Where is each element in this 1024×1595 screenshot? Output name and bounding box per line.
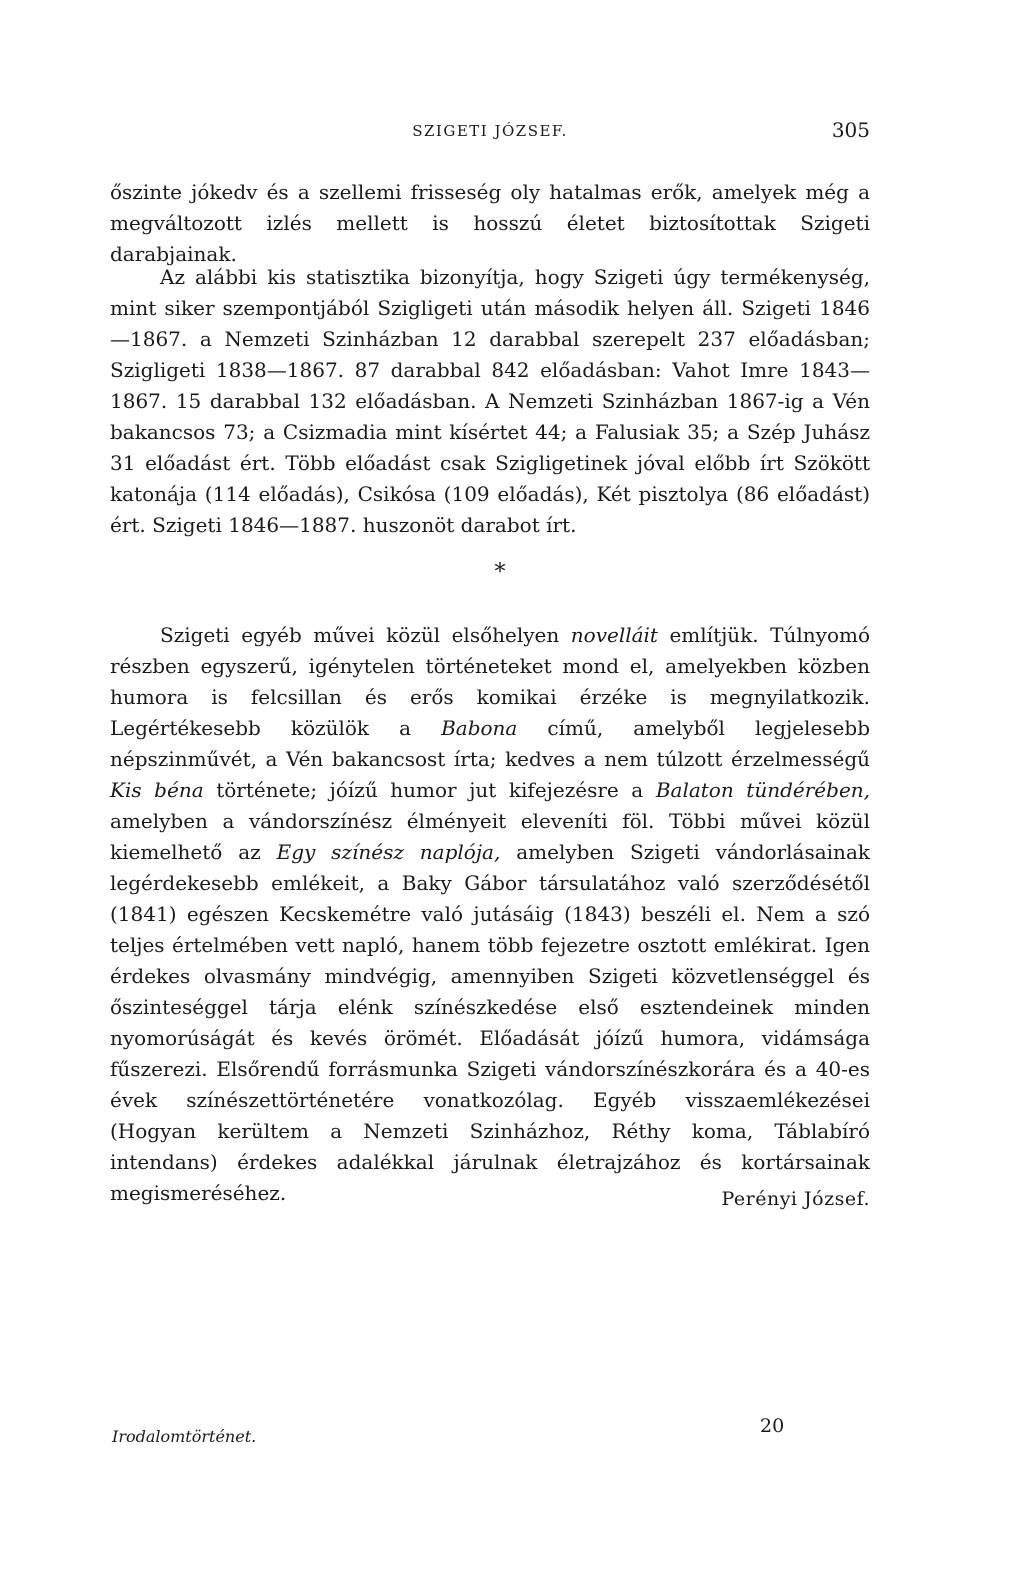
footer-signature-number: 20 — [760, 1415, 785, 1437]
para3-seg6: amelyben Szigeti vándorlásainak legérdekesebb emlékeit, a Baky Gábor társulatához való szerződésétől (1841) egészen Kecskemétre való jutásáig (1843) beszéli el. Nem a szó teljes értelmében vett napló, hanem több fejezetre osztott emlékirat. Igen érdekes olvasmány mindvégig, amennyiben Szigeti közvetlenséggel és őszinteséggel tárja elénk színészkedése első esztendeinek minden nyomorúságát és kevés örömét. Előadását jóízű humora, vidámsága fűszerezi. Elsőrendű forrásmunka Szigeti vándorszínészkorára és a 40-es évek színészettörténetére vonatkozólag. Egyéb visszaemlékezései (Hogyan kerültem a Nemzeti Szinházhoz, Réthy koma, Táblabíró intendans) érdekes adalékkal járulnak életrajzához és kortársainak megismeréséhez. — [110, 840, 870, 1205]
paragraph-1 — [110, 177, 870, 270]
paragraph-3 — [110, 620, 870, 1209]
author-signature: Perényi József. — [721, 1188, 870, 1210]
section-separator: * — [494, 560, 506, 585]
para3-seg5: amelyben a vándorszínész élményeit eleveníti föl. Többi művei közül kiemelhető az — [110, 809, 870, 864]
para3-seg1: Szigeti egyéb művei közül elsőhelyen — [160, 623, 571, 647]
para3-italic-balaton: Balaton tündérében, — [655, 778, 871, 802]
para3-italic-kis-bena: Kis béna — [110, 778, 204, 802]
para3-seg3: című, amelyből legjelesebb népszinművét, a Vén bakancsost írta; kedves a nem túlzott érzelmességű — [110, 716, 870, 771]
footer-label: Irodalomtörténet. — [112, 1427, 257, 1446]
paragraph-2-text: Az alábbi kis statisztika bizonyítja, hogy Szigeti úgy termékenység, mint siker szempontjából Szigligeti után második helyen áll. Szigeti 1846—1867. a Nemzeti Szinházban 12 darabbal szerepelt 237 előadásban; Szigligeti 1838—1867. 87 darabbal 842 előadásban: Vahot Imre 1843—1867. 15 darabbal 132 előadásban. A Nemzeti Szinházban 1867-ig a Vén bakancsos 73; a Csizmadia mint kísértet 44; a Falusiak 35; a Szép Juhász 31 előadást ért. Több előadást csak Szigligetinek jóval előbb írt Szökött katonája (114 előadás), Csikósa (109 előadás), Két pisztolya (86 előadást) ért. Szigeti 1846—1887. huszonöt darabot írt. — [110, 265, 870, 537]
running-title: SZIGETI JÓZSEF. — [412, 122, 568, 140]
para3-italic-babona: Babona — [441, 716, 518, 740]
page-header — [110, 118, 870, 148]
para3-italic-novellait: novelláit — [570, 623, 658, 647]
para3-italic-szinesz-naploja: Egy színész naplója, — [276, 840, 501, 864]
para3-seg4: története; jóízű humor jut kifejezésre a — [203, 778, 656, 802]
paragraph-3-text — [110, 620, 870, 1209]
paragraph-1-text: őszinte jókedv és a szellemi frisseség oly hatalmas erők, amelyek még a megváltozott izlés mellett is hosszú életet biztosítottak Szigeti darabjainak. — [110, 180, 870, 266]
page-number: 305 — [831, 118, 870, 142]
para3-seg2: említjük. Túlnyomó részben egyszerű, igénytelen történeteket mond el, amelyekben közben humora is felcsillan és erős komikai érzéke is megnyilatkozik. Legértékesebb közülök a — [110, 623, 871, 740]
paragraph-2 — [110, 262, 870, 541]
